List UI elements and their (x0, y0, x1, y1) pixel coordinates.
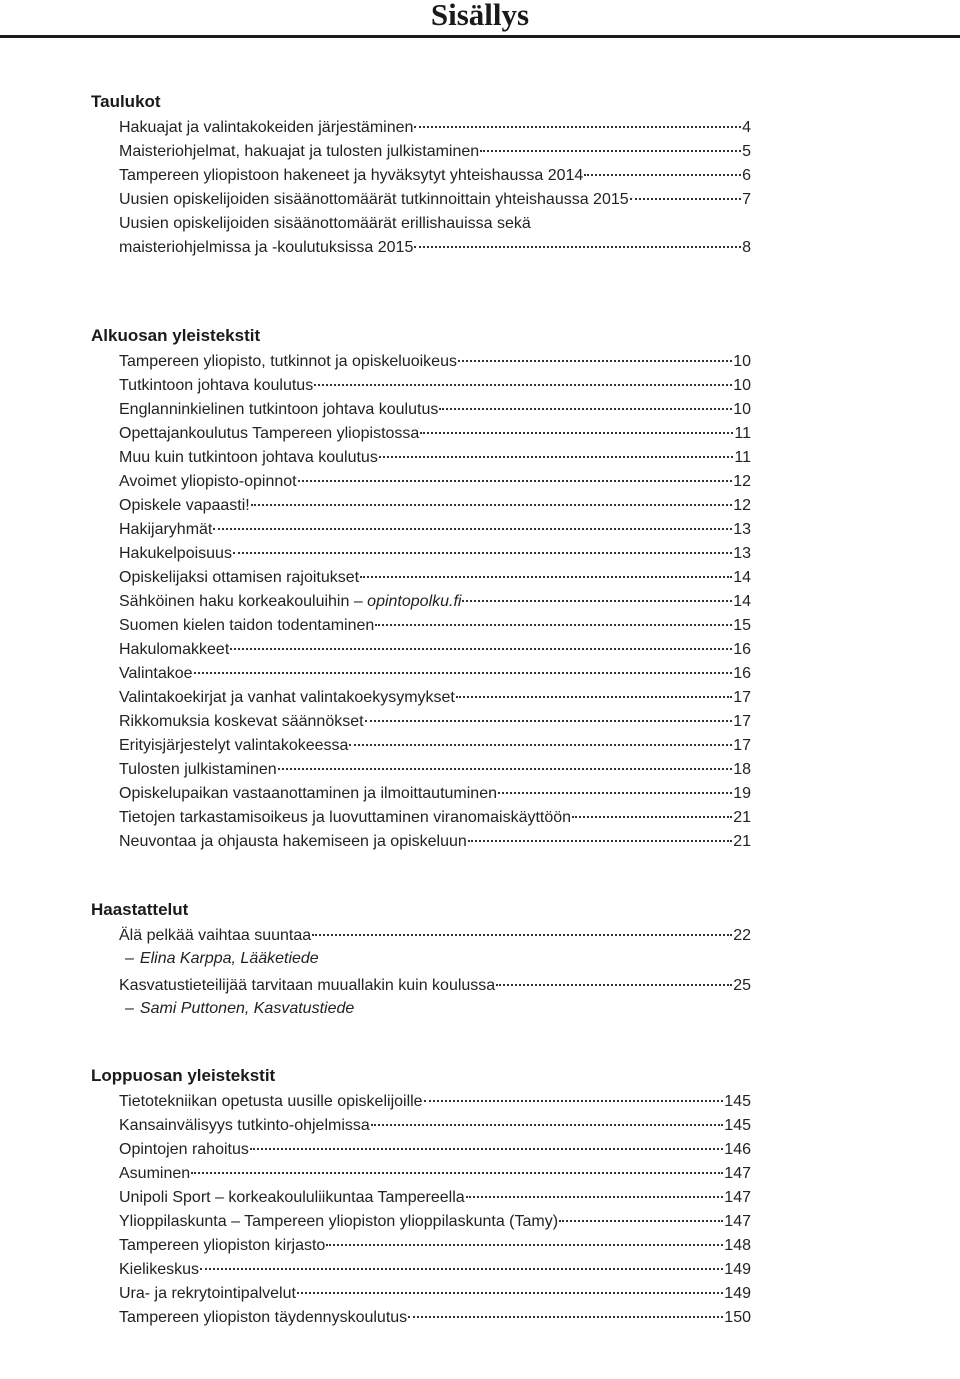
toc-entry-title-text: Englanninkielinen tutkintoon johtava koulutus (119, 401, 439, 418)
leader-dots (312, 934, 732, 936)
leader-dots (630, 198, 741, 200)
toc-entry-title-text: Valintakoe (119, 665, 193, 682)
toc-entry-title-text: Muu kuin tutkintoon johtava koulutus (119, 449, 378, 466)
toc-entry-title (119, 1138, 249, 1162)
toc-entry[interactable] (91, 470, 751, 494)
leader-dots (439, 408, 732, 410)
leader-dots (466, 1196, 724, 1198)
leader-dots (456, 696, 732, 698)
toc-entry-title (119, 734, 348, 758)
toc-entry-title (119, 590, 461, 614)
leader-dots (496, 984, 732, 986)
leader-dots (191, 1172, 723, 1174)
toc-entry-page: 5 (742, 143, 751, 160)
toc-entry[interactable] (91, 686, 751, 710)
toc-entry-title-text: Hakijaryhmät (119, 521, 213, 538)
toc-entry-title-line2: maisteriohjelmissa ja -koulutuksissa 2015 (119, 239, 414, 256)
toc-entry-page: 6 (742, 167, 751, 184)
toc-entry-title (119, 494, 250, 518)
toc-entry-page: 17 (733, 689, 751, 706)
author-name: Sami Puttonen, Kasvatustiede (139, 1000, 355, 1017)
toc-entry-page: 25 (733, 977, 751, 994)
leader-dots (462, 600, 732, 602)
toc-entry-title-text: Erityisjärjestelyt valintakokeessa (119, 737, 349, 754)
toc-entry[interactable] (91, 1234, 751, 1258)
toc-entry-page: 21 (733, 833, 751, 850)
toc-entry-title-text: Neuvontaa ja ohjausta hakemiseen ja opiskeluun (119, 833, 467, 850)
toc-entry[interactable] (91, 1282, 751, 1306)
section-heading: Taulukot (91, 92, 161, 111)
leader-dots (233, 552, 732, 554)
toc-entry[interactable] (91, 212, 751, 236)
toc-entry-title (119, 1114, 370, 1138)
toc-entry-title (119, 398, 438, 422)
toc-entry[interactable] (91, 164, 751, 188)
leader-dots (200, 1268, 723, 1270)
toc-entry-page: 16 (733, 665, 751, 682)
leader-dots (365, 720, 733, 722)
toc-entry-title (119, 350, 457, 374)
toc-entry-title-text: Opiskelijaksi ottamisen rajoitukset (119, 569, 360, 586)
toc-entry-title-text: Tutkintoon johtava koulutus (119, 377, 314, 394)
toc-entry-title: Kasvatustieteilijää tarvitaan muuallakin kuin koulussa (119, 977, 496, 994)
toc-entry-title: Uusien opiskelijoiden sisäänottomäärät tutkinnoittain yhteishaussa 2015 (119, 191, 629, 208)
toc-entry-title (119, 542, 232, 566)
toc-entry-title-text: Opettajankoulutus Tampereen yliopistossa (119, 425, 420, 442)
leader-dots (230, 648, 732, 650)
toc-entry-title: Maisteriohjelmat, hakuajat ja tulosten julkistaminen (119, 143, 480, 160)
leader-dots (379, 456, 734, 458)
toc-entry[interactable] (91, 374, 751, 398)
toc-entry[interactable] (91, 1186, 751, 1210)
leader-dots (572, 816, 732, 818)
toc-entry-page: 147 (724, 1189, 751, 1206)
toc-entry-page: 12 (733, 473, 751, 490)
leader-dots (251, 504, 732, 506)
toc-entry-title-text: Hakulomakkeet (119, 641, 230, 658)
toc-entry-page: 21 (733, 809, 751, 826)
toc-entry-title (119, 638, 229, 662)
toc-entry-continuation[interactable] (91, 236, 751, 260)
leader-dots (360, 576, 732, 578)
toc-entry[interactable] (91, 734, 751, 758)
toc-entry[interactable] (91, 1090, 751, 1114)
leader-dots (498, 792, 732, 794)
toc-entry-page: 19 (733, 785, 751, 802)
toc-entry[interactable] (91, 662, 751, 686)
toc-entry-title-text: Asuminen (119, 1165, 191, 1182)
toc-entry-page: 18 (733, 761, 751, 778)
toc-entry-title (119, 1234, 325, 1258)
toc-entry-title: Uusien opiskelijoiden sisäänottomäärät erillishauissa sekä (119, 215, 531, 232)
toc-entry-title (119, 614, 374, 638)
section-heading: Alkuosan yleistekstit (91, 326, 261, 345)
toc-entry-title-text: Suomen kielen taidon todentaminen (119, 617, 375, 634)
toc-entry-title-text: Tampereen yliopiston kirjasto (119, 1237, 326, 1254)
toc-entry-title (119, 1210, 558, 1234)
toc-entry-title: Älä pelkää vaihtaa suuntaa (119, 927, 312, 944)
toc-entry[interactable] (91, 590, 751, 614)
leader-dots (194, 672, 733, 674)
leader-dots (375, 624, 732, 626)
toc-entry-title-text: Tietotekniikan opetusta uusille opiskelijoille (119, 1093, 423, 1110)
leader-dots (468, 840, 732, 842)
toc-entry-page: 10 (733, 353, 751, 370)
toc-entry-title-text: Valintakoekirjat ja vanhat valintakoekysymykset (119, 689, 455, 706)
toc-entry-title-text: Avoimet yliopisto-opinnot (119, 473, 297, 490)
toc-entry[interactable] (91, 1210, 751, 1234)
toc-entry-page: 22 (733, 927, 751, 944)
toc-entry-title-text: Hakukelpoisuus (119, 545, 232, 562)
leader-dots (371, 1124, 724, 1126)
toc-entry[interactable] (91, 494, 751, 518)
toc-entry-title (119, 518, 212, 542)
toc-entry[interactable] (91, 188, 751, 212)
toc-entry-title-text: Ura- ja rekrytointipalvelut (119, 1285, 296, 1302)
leader-dots (414, 126, 741, 128)
section-heading: Loppuosan yleistekstit (91, 1066, 276, 1085)
toc-entry-page: 146 (724, 1141, 751, 1158)
leader-dots (298, 480, 733, 482)
toc-entry-title (119, 470, 297, 494)
toc-entry[interactable] (91, 116, 751, 140)
toc-entry-page: 145 (724, 1093, 751, 1110)
toc-entry-page: 14 (733, 593, 751, 610)
toc-entry-title (119, 782, 497, 806)
toc-entry-page: 8 (742, 239, 751, 256)
toc-entry-page: 145 (724, 1117, 751, 1134)
toc-entry-title-text: Opiskele vapaasti! (119, 497, 250, 514)
toc-entry-title-text: Opiskelupaikan vastaanottaminen ja ilmoittautuminen (119, 785, 497, 802)
toc-entry[interactable] (91, 398, 751, 422)
author-dash: – (125, 1000, 134, 1017)
toc-entry-page: 13 (733, 545, 751, 562)
toc-entry-page: 14 (733, 569, 751, 586)
toc-entry-title-text: Sähköinen haku korkeakouluihin – (119, 593, 368, 610)
toc-entry-title (119, 446, 378, 470)
toc-entry-title-text: Opintojen rahoitus (119, 1141, 249, 1158)
leader-dots (458, 360, 732, 362)
toc-entry-title (119, 1258, 199, 1282)
section-heading: Haastattelut (91, 900, 189, 919)
section-taulukot (91, 90, 751, 260)
page-title: Sisällys (430, 0, 530, 32)
toc-entry-title (119, 374, 313, 398)
toc-entry-title (119, 686, 455, 710)
toc-entry-page: 147 (724, 1213, 751, 1230)
toc-entry-title-text: Tietojen tarkastamisoikeus ja luovuttaminen viranomaiskäyttöön (119, 809, 572, 826)
toc-entry-title-text: Kansainvälisyys tutkinto-ohjelmissa (119, 1117, 370, 1134)
interview-author (91, 948, 751, 970)
toc-entry-page: 16 (733, 641, 751, 658)
toc-entry[interactable] (91, 1162, 751, 1186)
toc-list (91, 1090, 751, 1330)
toc-entry-title (119, 830, 467, 854)
leader-dots (408, 1316, 723, 1318)
toc-list (91, 350, 751, 854)
toc-entry-page: 12 (733, 497, 751, 514)
title-rule (0, 35, 960, 38)
toc-entry-page: 17 (733, 713, 751, 730)
toc-entry-page: 11 (734, 449, 751, 466)
leader-dots (414, 246, 741, 248)
toc-entry-title (119, 1306, 407, 1330)
toc-entry-title (119, 566, 359, 590)
leader-dots (349, 744, 732, 746)
author-dash: – (125, 950, 134, 967)
toc-entry[interactable] (91, 710, 751, 734)
toc-entry-page: 4 (742, 119, 751, 136)
toc-entry[interactable] (91, 1114, 751, 1138)
interview-author (91, 998, 751, 1020)
toc-entry-page: 15 (733, 617, 751, 634)
leader-dots (297, 1292, 723, 1294)
toc-entry-title (119, 1162, 190, 1186)
toc-entry[interactable] (91, 422, 751, 446)
section-loppuosa (91, 1064, 751, 1330)
toc-entry-page: 10 (733, 401, 751, 418)
toc-entry[interactable] (91, 140, 751, 164)
toc-entry[interactable] (91, 830, 751, 854)
toc-entry-title-text: Tulosten julkistaminen (119, 761, 277, 778)
toc-entry[interactable] (91, 924, 751, 948)
toc-entry[interactable] (91, 614, 751, 638)
leader-dots (584, 174, 741, 176)
toc-entry[interactable] (91, 446, 751, 470)
toc-entry-title-text: Tampereen yliopisto, tutkinnot ja opiskeluoikeus (119, 353, 457, 370)
toc-entry-page: 7 (742, 191, 751, 208)
toc-entry-title-text: Unipoli Sport – korkeakoululiikuntaa Tampereella (119, 1189, 465, 1206)
toc-entry[interactable] (91, 974, 751, 998)
leader-dots (559, 1220, 723, 1222)
leader-dots (250, 1148, 723, 1150)
leader-dots (278, 768, 733, 770)
toc-entry-title (119, 806, 571, 830)
toc-entry[interactable] (91, 758, 751, 782)
toc-entry-page: 149 (724, 1261, 751, 1278)
toc-entry-title-text: Ylioppilaskunta – Tampereen yliopiston ylioppilaskunta (Tamy) (119, 1213, 559, 1230)
leader-dots (424, 1100, 724, 1102)
toc-entry[interactable] (91, 1306, 751, 1330)
section-alkuosa (91, 324, 751, 854)
toc-entry[interactable] (91, 518, 751, 542)
toc-entry-page: 149 (724, 1285, 751, 1302)
toc-entry-page: 17 (733, 737, 751, 754)
toc-entry-title (119, 662, 193, 686)
toc-entry[interactable] (91, 782, 751, 806)
toc-entry[interactable] (91, 1258, 751, 1282)
toc-entry[interactable] (91, 1138, 751, 1162)
leader-dots (314, 384, 732, 386)
toc-entry-title (119, 422, 419, 446)
leader-dots (213, 528, 732, 530)
toc-entry[interactable] (91, 638, 751, 662)
toc-entry-title (119, 1090, 423, 1114)
leader-dots (420, 432, 733, 434)
toc-entry-title (119, 1186, 465, 1210)
toc-entry[interactable] (91, 350, 751, 374)
toc-entry-title (119, 758, 277, 782)
toc-entry-title-text: Kielikeskus (119, 1261, 200, 1278)
toc-entry[interactable] (91, 542, 751, 566)
toc-entry-page: 13 (733, 521, 751, 538)
toc-entry-page: 148 (724, 1237, 751, 1254)
toc-entry-title-text: Rikkomuksia koskevat säännökset (119, 713, 364, 730)
toc-entry-title (119, 710, 364, 734)
toc-entry-page: 11 (734, 425, 751, 442)
toc-entry-page: 10 (733, 377, 751, 394)
toc-entry[interactable] (91, 566, 751, 590)
toc-entry-title-italic: opintopolku.fi (367, 593, 462, 610)
toc-entry-page: 150 (724, 1309, 751, 1326)
toc-entry-title: Tampereen yliopistoon hakeneet ja hyväksytyt yhteishaussa 2014 (119, 167, 584, 184)
toc-entry[interactable] (91, 806, 751, 830)
section-haastattelut (91, 898, 751, 1020)
toc-entry-page: 147 (724, 1165, 751, 1182)
toc-entry-title: Hakuajat ja valintakokeiden järjestäminen (119, 119, 414, 136)
author-name: Elina Karppa, Lääketiede (139, 950, 319, 967)
leader-dots (480, 150, 741, 152)
toc-entry-title-text: Tampereen yliopiston täydennyskoulutus (119, 1309, 408, 1326)
leader-dots (326, 1244, 723, 1246)
toc-entry-title (119, 1282, 296, 1306)
